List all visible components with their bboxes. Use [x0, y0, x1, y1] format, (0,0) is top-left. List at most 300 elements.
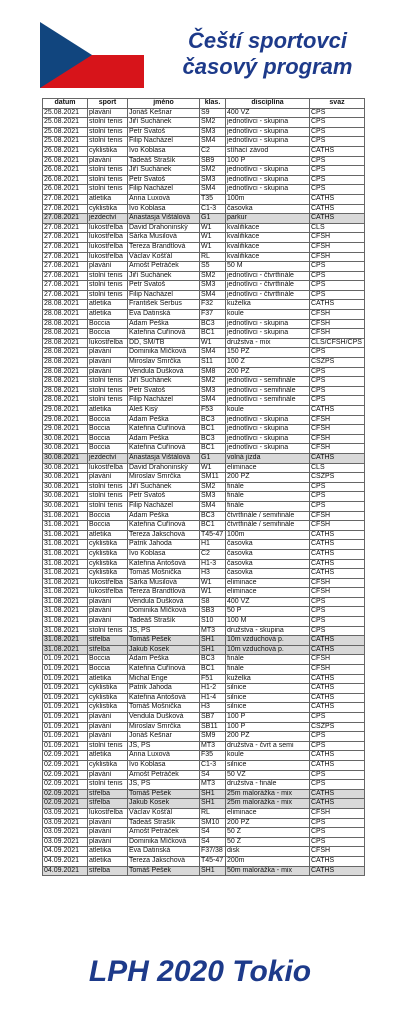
cell-federation: ČATHS: [310, 559, 365, 569]
cell-date: 30.08.2021: [43, 444, 88, 454]
cell-name: Patrik Jahoda: [128, 540, 200, 550]
cell-class: C1-3: [200, 204, 226, 214]
cell-federation: ČFSH: [310, 242, 365, 252]
table-row: [43, 713, 365, 723]
cell-sport: atletika: [88, 530, 128, 540]
cell-name: Jiří Suchánek: [128, 377, 200, 387]
cell-class: S5: [200, 262, 226, 272]
cell-discipline: 200 PZ: [226, 367, 310, 377]
table-row: [43, 348, 365, 358]
cell-date: 04.09.2021: [43, 856, 88, 866]
cell-federation: ČFSH: [310, 847, 365, 857]
table-row: [43, 492, 365, 502]
cell-discipline: 50 VZ: [226, 770, 310, 780]
table-row: [43, 290, 365, 300]
cell-discipline: kvalifikace: [226, 252, 310, 262]
cell-discipline: 200 PZ: [226, 473, 310, 483]
cell-sport: stolní tenis: [88, 281, 128, 291]
cell-discipline: 100 P: [226, 156, 310, 166]
cell-discipline: koule: [226, 751, 310, 761]
cell-federation: ČPS: [310, 492, 365, 502]
cell-name: Arnošt Petráček: [128, 828, 200, 838]
table-row: [43, 377, 365, 387]
table-row: [43, 549, 365, 559]
cell-name: David Drahoninský: [128, 223, 200, 233]
cell-date: 29.08.2021: [43, 415, 88, 425]
cell-class: SM2: [200, 118, 226, 128]
table-row: [43, 693, 365, 703]
cell-federation: ČATHS: [310, 569, 365, 579]
cell-name: Kateřina Cuřínová: [128, 425, 200, 435]
cell-discipline: koule: [226, 310, 310, 320]
cell-discipline: 50 M: [226, 262, 310, 272]
cell-name: Anna Luxová: [128, 751, 200, 761]
cell-class: S4: [200, 770, 226, 780]
cell-date: 30.08.2021: [43, 453, 88, 463]
cell-date: 26.08.2021: [43, 185, 88, 195]
cell-sport: střelba: [88, 789, 128, 799]
cell-sport: lukostřelba: [88, 252, 128, 262]
cell-class: G1: [200, 214, 226, 224]
cell-federation: ČATHS: [310, 760, 365, 770]
cell-sport: atletika: [88, 300, 128, 310]
cell-discipline: časovka: [226, 204, 310, 214]
cell-federation: ČFSH: [310, 310, 365, 320]
cell-federation: ČPS: [310, 741, 365, 751]
table-row: [43, 396, 365, 406]
cell-discipline: silnice: [226, 703, 310, 713]
cell-sport: Boccia: [88, 444, 128, 454]
cell-discipline: kvalifikace: [226, 233, 310, 243]
cell-date: 25.08.2021: [43, 137, 88, 147]
page-title: [150, 28, 385, 80]
cell-sport: lukostřelba: [88, 223, 128, 233]
cell-discipline: čtvrtfinále / semifinále: [226, 521, 310, 531]
cell-date: 02.09.2021: [43, 789, 88, 799]
cell-sport: stolní tenis: [88, 492, 128, 502]
cell-class: SM3: [200, 386, 226, 396]
cell-discipline: družstva - čvrt a semi: [226, 741, 310, 751]
cell-date: 27.08.2021: [43, 242, 88, 252]
cell-name: Eva Datinská: [128, 847, 200, 857]
cell-sport: jezdectví: [88, 453, 128, 463]
cell-name: Michal Enge: [128, 674, 200, 684]
cell-name: Miroslav Smrčka: [128, 473, 200, 483]
cell-discipline: jednotlivci - čtvrtfinále: [226, 271, 310, 281]
cell-federation: ČPS: [310, 626, 365, 636]
cell-date: 31.08.2021: [43, 521, 88, 531]
cell-sport: stolní tenis: [88, 482, 128, 492]
cell-federation: ČPS: [310, 713, 365, 723]
cell-sport: stolní tenis: [88, 166, 128, 176]
cell-discipline: eliminace: [226, 578, 310, 588]
cell-federation: ČPS: [310, 290, 365, 300]
cell-name: Miroslav Smrčka: [128, 722, 200, 732]
cell-class: MT3: [200, 626, 226, 636]
table-row: [43, 569, 365, 579]
cell-sport: Boccia: [88, 511, 128, 521]
cell-federation: ČATHS: [310, 866, 365, 876]
cell-date: 01.09.2021: [43, 713, 88, 723]
cell-discipline: silnice: [226, 760, 310, 770]
table-row: [43, 166, 365, 176]
cell-sport: střelba: [88, 866, 128, 876]
cell-discipline: parkur: [226, 214, 310, 224]
cell-name: Filip Nacházel: [128, 501, 200, 511]
cell-class: F51: [200, 674, 226, 684]
cell-date: 31.08.2021: [43, 588, 88, 598]
cell-class: SB11: [200, 722, 226, 732]
cell-sport: plavání: [88, 722, 128, 732]
cell-sport: Boccia: [88, 521, 128, 531]
cell-name: Jiří Suchánek: [128, 166, 200, 176]
table-row: [43, 578, 365, 588]
cell-date: 27.08.2021: [43, 252, 88, 262]
column-header: klas.: [200, 99, 226, 109]
cell-date: 31.08.2021: [43, 540, 88, 550]
cell-sport: atletika: [88, 194, 128, 204]
cell-sport: cyklistika: [88, 549, 128, 559]
table-row: [43, 281, 365, 291]
cell-class: BC1: [200, 521, 226, 531]
cell-class: SM4: [200, 137, 226, 147]
cell-federation: ČPS: [310, 281, 365, 291]
cell-discipline: eliminace: [226, 463, 310, 473]
cell-discipline: časovka: [226, 540, 310, 550]
cell-discipline: časovka: [226, 569, 310, 579]
cell-sport: atletika: [88, 310, 128, 320]
table-row: [43, 789, 365, 799]
cell-name: Adam Peška: [128, 319, 200, 329]
title-line-1: Čeští sportovci: [188, 28, 347, 53]
title-line-2: časový program: [182, 54, 353, 79]
table-row: [43, 780, 365, 790]
cell-name: Filip Nacházel: [128, 290, 200, 300]
cell-discipline: volná jízda: [226, 453, 310, 463]
cell-class: G1: [200, 453, 226, 463]
cell-discipline: jednotlivci - skupina: [226, 319, 310, 329]
cell-discipline: silnice: [226, 684, 310, 694]
cell-date: 28.08.2021: [43, 329, 88, 339]
cell-name: Aleš Kisý: [128, 406, 200, 416]
cell-date: 30.08.2021: [43, 501, 88, 511]
cell-name: DD, ŠM/TB: [128, 338, 200, 348]
cell-sport: cyklistika: [88, 146, 128, 156]
cell-discipline: 25m malorážka - mix: [226, 799, 310, 809]
cell-class: T45-47: [200, 530, 226, 540]
cell-federation: ČPS: [310, 127, 365, 137]
cell-discipline: 100 Z: [226, 358, 310, 368]
cell-name: Tomáš Pešek: [128, 866, 200, 876]
cell-class: S10: [200, 617, 226, 627]
table-row: [43, 482, 365, 492]
cell-class: SH1: [200, 636, 226, 646]
table-row: [43, 645, 365, 655]
cell-class: SM4: [200, 501, 226, 511]
cell-name: Petr Svatoš: [128, 492, 200, 502]
cell-federation: ČPS: [310, 377, 365, 387]
cell-federation: ČFSH: [310, 665, 365, 675]
cell-discipline: finále: [226, 492, 310, 502]
cell-name: Ivo Koblasa: [128, 549, 200, 559]
cell-federation: ČPS: [310, 108, 365, 118]
cell-sport: stolní tenis: [88, 386, 128, 396]
cell-discipline: 200 PZ: [226, 732, 310, 742]
cell-discipline: jednotlivci - skupina: [226, 185, 310, 195]
cell-date: 04.09.2021: [43, 866, 88, 876]
cell-name: Vendula Dušková: [128, 713, 200, 723]
cell-discipline: 25m malorážka - mix: [226, 789, 310, 799]
cell-date: 31.08.2021: [43, 559, 88, 569]
cell-date: 27.08.2021: [43, 271, 88, 281]
cell-sport: stolní tenis: [88, 185, 128, 195]
cell-discipline: 50m malorážka - mix: [226, 866, 310, 876]
cell-federation: ČATHS: [310, 194, 365, 204]
cell-date: 31.08.2021: [43, 626, 88, 636]
cell-sport: stolní tenis: [88, 118, 128, 128]
cell-date: 30.08.2021: [43, 482, 88, 492]
column-header: svaz: [310, 99, 365, 109]
cell-federation: ČATHS: [310, 549, 365, 559]
cell-federation: ČFSH: [310, 655, 365, 665]
table-row: [43, 856, 365, 866]
cell-federation: ČPS: [310, 156, 365, 166]
cell-date: 03.09.2021: [43, 808, 88, 818]
cell-name: Kateřina Cuřínová: [128, 521, 200, 531]
table-row: [43, 597, 365, 607]
cell-name: David Drahoninský: [128, 463, 200, 473]
cell-date: 27.08.2021: [43, 281, 88, 291]
cell-name: Jakub Kosek: [128, 645, 200, 655]
cell-class: H3: [200, 703, 226, 713]
cell-date: 30.08.2021: [43, 463, 88, 473]
cell-discipline: jednotlivci - skupina: [226, 329, 310, 339]
cell-sport: stolní tenis: [88, 175, 128, 185]
cell-sport: stolní tenis: [88, 290, 128, 300]
cell-date: 28.08.2021: [43, 310, 88, 320]
cell-federation: ČFSH: [310, 233, 365, 243]
table-row: [43, 818, 365, 828]
cell-discipline: finále: [226, 482, 310, 492]
cell-federation: ČPS: [310, 166, 365, 176]
cell-sport: plavání: [88, 828, 128, 838]
cell-name: Kateřina Cuřínová: [128, 665, 200, 675]
cell-federation: ČPS: [310, 262, 365, 272]
cell-discipline: 400 VZ: [226, 108, 310, 118]
table-row: [43, 722, 365, 732]
cell-sport: střelba: [88, 799, 128, 809]
cell-name: Adam Peška: [128, 415, 200, 425]
table-row: [43, 799, 365, 809]
cell-sport: atletika: [88, 674, 128, 684]
cell-name: Jiří Suchánek: [128, 118, 200, 128]
cell-date: 27.08.2021: [43, 194, 88, 204]
cell-name: Patrik Jahoda: [128, 684, 200, 694]
cell-class: SH1: [200, 789, 226, 799]
cell-class: F32: [200, 300, 226, 310]
cell-sport: stolní tenis: [88, 271, 128, 281]
cell-federation: ČFSH: [310, 511, 365, 521]
cell-class: SM10: [200, 818, 226, 828]
cell-class: SM8: [200, 367, 226, 377]
cell-class: SM2: [200, 166, 226, 176]
cell-sport: cyklistika: [88, 684, 128, 694]
cell-class: MT3: [200, 741, 226, 751]
cell-sport: stolní tenis: [88, 127, 128, 137]
cell-sport: cyklistika: [88, 693, 128, 703]
cell-sport: atletika: [88, 856, 128, 866]
table-row: [43, 444, 365, 454]
cell-class: W1: [200, 588, 226, 598]
table-row: [43, 770, 365, 780]
cell-name: Eva Datinská: [128, 310, 200, 320]
cell-date: 28.08.2021: [43, 348, 88, 358]
table-row: [43, 175, 365, 185]
cell-federation: ČPS: [310, 780, 365, 790]
cell-federation: ČPS: [310, 617, 365, 627]
cell-date: 04.09.2021: [43, 847, 88, 857]
cell-class: H1: [200, 540, 226, 550]
cell-date: 26.08.2021: [43, 166, 88, 176]
cell-date: 31.08.2021: [43, 645, 88, 655]
cell-sport: lukostřelba: [88, 463, 128, 473]
cell-class: H3: [200, 569, 226, 579]
cell-discipline: jednotlivci - skupina: [226, 425, 310, 435]
table-header-row: [43, 99, 365, 109]
cell-federation: ČFSH: [310, 521, 365, 531]
cell-name: Jiří Suchánek: [128, 271, 200, 281]
cell-date: 27.08.2021: [43, 223, 88, 233]
cell-sport: cyklistika: [88, 540, 128, 550]
cell-name: Dominika Míčková: [128, 607, 200, 617]
table-row: [43, 751, 365, 761]
cell-name: Ivo Koblasa: [128, 760, 200, 770]
cell-federation: ČLS/ČFSH/ČPS: [310, 338, 365, 348]
cell-class: F37/38: [200, 847, 226, 857]
cell-federation: ČPS: [310, 367, 365, 377]
cell-federation: ČPS: [310, 837, 365, 847]
cell-date: 31.08.2021: [43, 607, 88, 617]
cell-sport: Boccia: [88, 415, 128, 425]
cell-class: SM3: [200, 175, 226, 185]
table-row: [43, 866, 365, 876]
cell-class: MT3: [200, 780, 226, 790]
cell-class: BC3: [200, 655, 226, 665]
cell-sport: atletika: [88, 406, 128, 416]
cell-name: Tadeáš Strašík: [128, 818, 200, 828]
cell-name: Miroslav Smrčka: [128, 358, 200, 368]
cell-discipline: 100 P: [226, 713, 310, 723]
cell-date: 27.08.2021: [43, 204, 88, 214]
cell-date: 01.09.2021: [43, 722, 88, 732]
cell-class: S8: [200, 597, 226, 607]
cell-discipline: 200 PZ: [226, 818, 310, 828]
cell-sport: plavání: [88, 262, 128, 272]
cell-date: 02.09.2021: [43, 760, 88, 770]
cell-federation: ČLS: [310, 463, 365, 473]
cell-sport: střelba: [88, 645, 128, 655]
cell-name: Dominika Míčková: [128, 348, 200, 358]
cell-name: Kateřina Cuřínová: [128, 444, 200, 454]
table-row: [43, 655, 365, 665]
cell-federation: ČPS: [310, 137, 365, 147]
cell-sport: stolní tenis: [88, 377, 128, 387]
cell-sport: stolní tenis: [88, 396, 128, 406]
cell-discipline: 200m: [226, 856, 310, 866]
cell-class: BC1: [200, 444, 226, 454]
cell-class: W1: [200, 233, 226, 243]
cell-name: Jonáš Kešnar: [128, 732, 200, 742]
table-row: [43, 434, 365, 444]
cell-class: SM11: [200, 473, 226, 483]
table-row: [43, 501, 365, 511]
cell-discipline: 100 P: [226, 722, 310, 732]
cell-date: 30.08.2021: [43, 473, 88, 483]
cell-date: 03.09.2021: [43, 837, 88, 847]
cell-name: Petr Svatoš: [128, 281, 200, 291]
cell-date: 26.08.2021: [43, 175, 88, 185]
cell-class: W1: [200, 578, 226, 588]
cell-name: Ivo Koblasa: [128, 204, 200, 214]
cell-discipline: jednotlivci - skupina: [226, 444, 310, 454]
cell-sport: lukostřelba: [88, 578, 128, 588]
cell-discipline: jednotlivci - semifinále: [226, 386, 310, 396]
cell-discipline: jednotlivci - skupina: [226, 127, 310, 137]
table-row: [43, 233, 365, 243]
cell-class: H1-4: [200, 693, 226, 703]
cell-sport: stolní tenis: [88, 626, 128, 636]
cell-federation: ČPS: [310, 175, 365, 185]
cell-name: Jonáš Kešnar: [128, 108, 200, 118]
cell-federation: ČFSH: [310, 415, 365, 425]
cell-discipline: 150 PZ: [226, 348, 310, 358]
cell-name: Kateřina Antošová: [128, 693, 200, 703]
cell-sport: atletika: [88, 751, 128, 761]
cell-sport: cyklistika: [88, 760, 128, 770]
cell-federation: ČATHS: [310, 703, 365, 713]
cell-name: Filip Nacházel: [128, 137, 200, 147]
cell-class: H1-2: [200, 684, 226, 694]
cell-federation: ČFSH: [310, 434, 365, 444]
cell-sport: Boccia: [88, 434, 128, 444]
cell-name: Dominika Míčková: [128, 837, 200, 847]
cell-name: Petr Svatoš: [128, 386, 200, 396]
cell-federation: ČFSH: [310, 808, 365, 818]
cell-federation: ČSZPS: [310, 722, 365, 732]
cell-date: 26.08.2021: [43, 156, 88, 166]
cell-sport: plavání: [88, 732, 128, 742]
cell-name: Šárka Musilová: [128, 578, 200, 588]
cell-class: SM2: [200, 377, 226, 387]
table-row: [43, 588, 365, 598]
table-row: [43, 617, 365, 627]
cell-sport: cyklistika: [88, 703, 128, 713]
cell-sport: plavání: [88, 837, 128, 847]
table-row: [43, 741, 365, 751]
cell-discipline: disk: [226, 847, 310, 857]
cell-class: SM4: [200, 290, 226, 300]
cell-discipline: koule: [226, 406, 310, 416]
table-row: [43, 271, 365, 281]
cell-sport: plavání: [88, 818, 128, 828]
cell-federation: ČATHS: [310, 789, 365, 799]
cell-class: RL: [200, 808, 226, 818]
cell-class: SM2: [200, 271, 226, 281]
cell-federation: ČSZPS: [310, 358, 365, 368]
cell-federation: ČLS: [310, 223, 365, 233]
cell-sport: lukostřelba: [88, 808, 128, 818]
cell-federation: ČATHS: [310, 751, 365, 761]
